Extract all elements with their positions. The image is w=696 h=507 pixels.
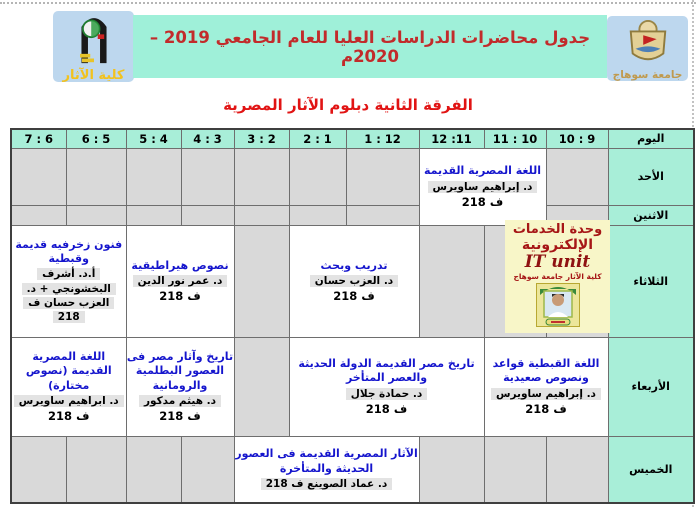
- empty-slot: [126, 205, 181, 225]
- empty-slot: [11, 205, 66, 225]
- course-room: ف 218: [48, 409, 90, 424]
- course-title: الآثار المصرية القديمة فى العصور الحديثة والمتأخرة: [235, 447, 418, 475]
- column-header-time: 11 : 10: [484, 129, 546, 148]
- day-label: الأربعاء: [608, 337, 694, 436]
- course-cell: [419, 148, 546, 225]
- course-room: ف 218: [159, 289, 201, 304]
- empty-slot: [546, 436, 608, 503]
- course-room: ف 218: [365, 401, 408, 416]
- faculty-logo-box: [53, 11, 134, 82]
- faculty-logo-icon: [72, 13, 116, 69]
- course-title: نصوص هيراطيقية: [131, 258, 229, 272]
- course-title: تاريخ مصر القديمة الدولة الحديثة والعصر المتأخر: [298, 357, 475, 385]
- empty-slot: [289, 205, 346, 225]
- subtitle: الفرقة الثانية دبلوم الآثار المصرية: [223, 96, 473, 114]
- column-header-time: 7 : 6: [11, 129, 66, 148]
- column-header-time: 1 : 12: [346, 129, 419, 148]
- stamp-line2: الإلكترونية: [521, 237, 594, 253]
- course-instructor: د. إبراهيم ساويرس: [491, 388, 601, 400]
- empty-slot: [234, 148, 289, 205]
- empty-slot: [11, 148, 66, 205]
- course-title: تدريب وبحث: [320, 258, 388, 272]
- course-cell: [289, 225, 419, 337]
- course-cell: [234, 436, 419, 503]
- course-room: ف 218: [333, 289, 375, 304]
- course-instructor: أ.د. أشرف البخشونجي + د. العزب حسان ف 218: [22, 268, 116, 323]
- faculty-name: كلية الآثار: [62, 68, 125, 83]
- course-cell: [289, 337, 484, 436]
- page-top-dotted-edge: [0, 2, 696, 4]
- empty-slot: [66, 148, 126, 205]
- day-label: الأحد: [608, 148, 694, 205]
- university-name: جامعة سوهاج: [612, 69, 683, 81]
- course-instructor: د. العزب حسان: [310, 275, 398, 287]
- empty-slot: [66, 436, 126, 503]
- course-cell: [126, 337, 234, 436]
- row-wednesday: [11, 337, 694, 436]
- stamp-line4: كلية الآثار جامعة سوهاج: [513, 272, 602, 281]
- day-label: الاثنين: [608, 205, 694, 225]
- empty-slot: [11, 436, 66, 503]
- empty-slot: [181, 148, 234, 205]
- course-instructor: د. عماد الصوينع ف 218: [261, 478, 393, 490]
- empty-slot: [484, 436, 546, 503]
- empty-slot: [234, 225, 289, 337]
- course-room: ف 218: [461, 194, 504, 209]
- course-room: ف 218: [159, 409, 201, 424]
- empty-slot: [181, 205, 234, 225]
- column-header-time: 3 : 2: [234, 129, 289, 148]
- empty-slot: [419, 436, 484, 503]
- column-header-time: 4 : 3: [181, 129, 234, 148]
- empty-slot: [66, 205, 126, 225]
- empty-slot: [234, 205, 289, 225]
- empty-slot: [234, 337, 289, 436]
- course-instructor: د. ابراهيم ساويرس: [14, 395, 124, 407]
- course-title: تاريخ وآثار مصر فى العصور البطلمية والرومانية: [126, 349, 234, 392]
- main-title: جدول محاضرات الدراسات العليا للعام الجامعي 2019 – 2020م: [149, 27, 591, 66]
- course-instructor: د. إبراهيم ساويرس: [428, 181, 538, 193]
- row-sunday: [11, 148, 694, 205]
- column-header-time: 5 : 4: [126, 129, 181, 148]
- column-header-time: 12 :11: [419, 129, 484, 148]
- it-unit-stamp: [505, 220, 610, 333]
- course-cell: [11, 225, 126, 337]
- course-title: اللغة المصرية القديمة: [423, 164, 542, 178]
- course-instructor: د. حمادة جلال: [346, 388, 427, 400]
- course-instructor: د. عمر نور الدين: [133, 275, 228, 287]
- column-header-time: 10 : 9: [546, 129, 608, 148]
- empty-slot: [126, 436, 181, 503]
- empty-slot: [346, 205, 419, 225]
- stamp-line1: وحدة الخدمات: [512, 222, 603, 237]
- day-label: الخميس: [608, 436, 694, 503]
- empty-slot: [346, 148, 419, 205]
- stamp-line3: IT unit: [524, 252, 591, 272]
- university-logo-icon: [624, 19, 672, 69]
- stamp-photo: [536, 283, 580, 331]
- column-header-time: 2 : 1: [289, 129, 346, 148]
- course-cell: [484, 337, 608, 436]
- row-thursday: [11, 436, 694, 503]
- header-banner: [133, 15, 607, 78]
- course-title: اللغة المصرية القديمة (نصوص مختارة): [25, 349, 112, 392]
- course-cell: [126, 225, 234, 337]
- course-title: اللغة القبطية قواعد ونصوص صعيدية: [492, 357, 600, 385]
- column-header-time: 6 : 5: [66, 129, 126, 148]
- empty-slot: [181, 436, 234, 503]
- column-header-day: اليوم: [608, 129, 694, 148]
- day-label: الثلاثاء: [608, 225, 694, 337]
- course-cell: [11, 337, 126, 436]
- empty-slot: [546, 148, 608, 205]
- header-row: [11, 129, 694, 148]
- course-room: ف 218: [525, 401, 567, 416]
- university-logo-box: [607, 16, 688, 81]
- empty-slot: [126, 148, 181, 205]
- course-title: فنون زخرفيه قديمة وقبطية: [15, 237, 123, 266]
- empty-slot: [289, 148, 346, 205]
- empty-slot: [419, 225, 484, 337]
- course-instructor: د. هيثم مدكور: [139, 395, 221, 407]
